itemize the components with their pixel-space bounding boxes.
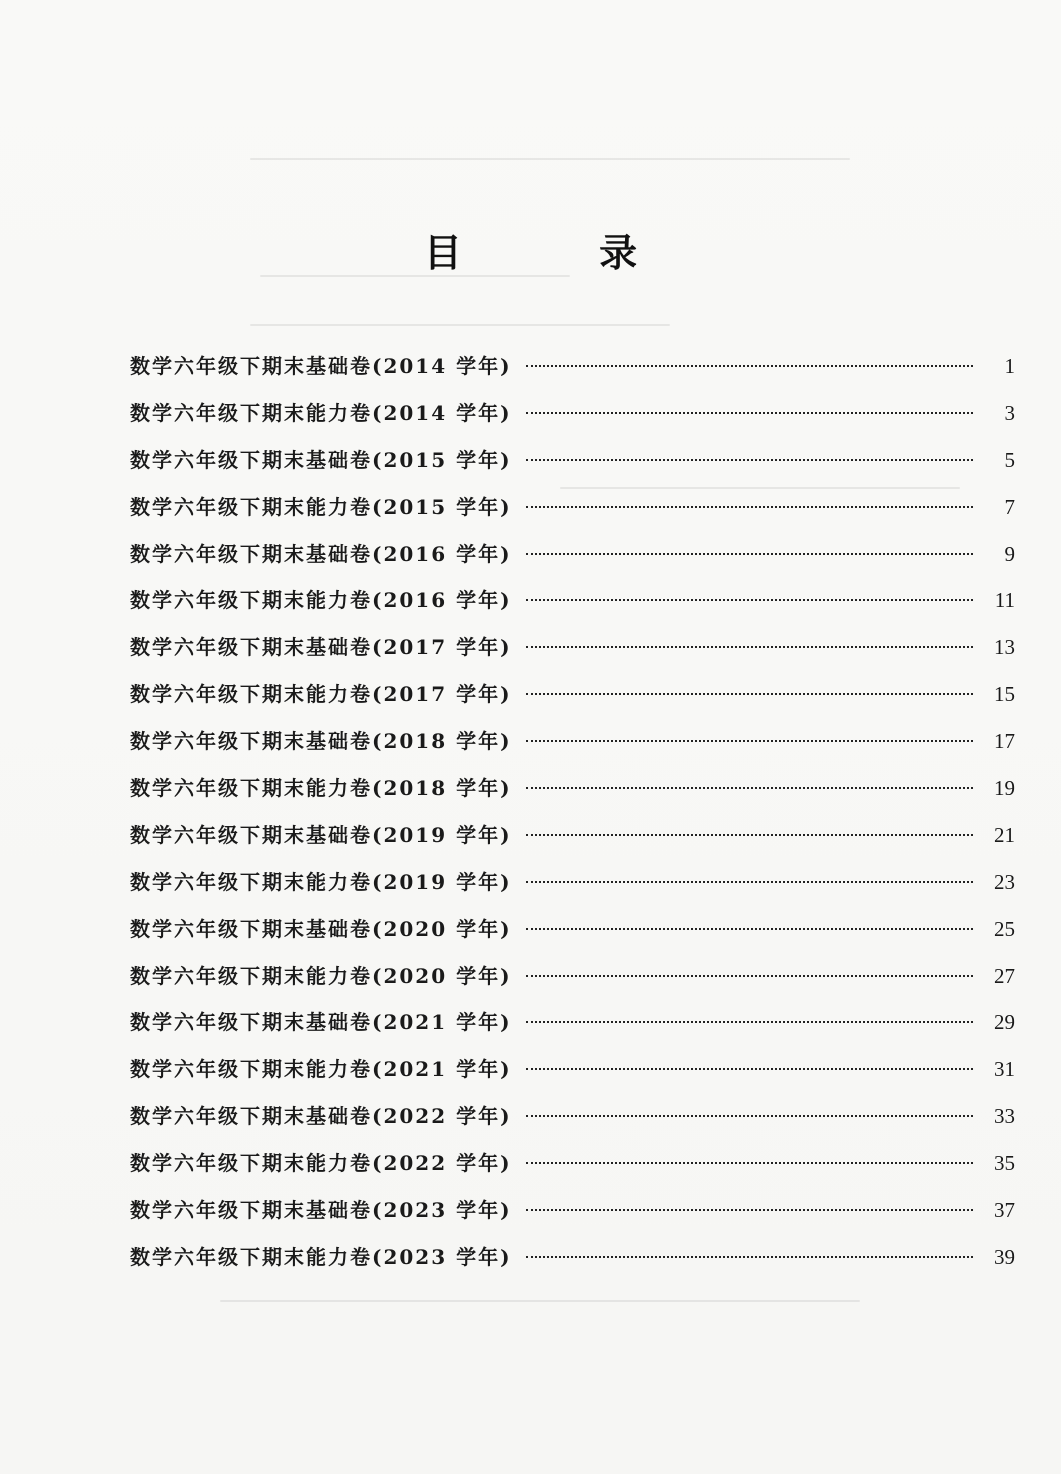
toc-entry[interactable] <box>130 725 1015 772</box>
toc-entry-page-number: 11 <box>994 588 1015 613</box>
toc-entry-title: 数学六年级下期末能力卷(2016 学年) <box>130 588 512 613</box>
toc-entry-page-number: 31 <box>994 1057 1015 1082</box>
toc-entry-page-number: 15 <box>994 682 1015 707</box>
toc-entry[interactable] <box>130 538 1015 585</box>
toc-entry-page-number: 33 <box>994 1104 1015 1129</box>
toc-entry[interactable] <box>130 1100 1015 1147</box>
dot-leader <box>526 1021 973 1023</box>
dot-leader <box>526 412 973 414</box>
toc-entry-title: 数学六年级下期末基础卷(2022 学年) <box>130 1104 512 1129</box>
bleed-through-line <box>220 1300 860 1302</box>
bleed-through-line <box>250 324 670 326</box>
toc-entry-title: 数学六年级下期末基础卷(2019 学年) <box>130 822 512 847</box>
dot-leader <box>526 881 973 883</box>
toc-entry-page-number: 23 <box>994 869 1015 894</box>
toc-entry-title: 数学六年级下期末基础卷(2016 学年) <box>130 541 512 566</box>
toc-entry[interactable] <box>130 397 1015 444</box>
toc-entry-title: 数学六年级下期末基础卷(2015 学年) <box>130 447 512 472</box>
toc-entry-title: 数学六年级下期末基础卷(2020 学年) <box>130 916 512 941</box>
toc-entry[interactable] <box>130 913 1015 960</box>
dot-leader <box>526 506 973 508</box>
dot-leader <box>526 553 973 555</box>
dot-leader <box>526 928 973 930</box>
toc-entry-title: 数学六年级下期末能力卷(2022 学年) <box>130 1151 512 1176</box>
toc-entry[interactable] <box>130 491 1015 538</box>
page-title: 目 录 <box>423 231 700 275</box>
dot-leader <box>526 459 973 461</box>
toc-entry[interactable] <box>130 1147 1015 1194</box>
dot-leader <box>526 1256 973 1258</box>
toc-entry-page-number: 27 <box>994 963 1015 988</box>
toc-entry[interactable] <box>130 960 1015 1007</box>
toc-entry-page-number: 35 <box>994 1151 1015 1176</box>
toc-entry-page-number: 19 <box>994 776 1015 801</box>
toc-entry[interactable] <box>130 1194 1015 1241</box>
toc-entry[interactable] <box>130 772 1015 819</box>
toc-entry-page-number: 9 <box>1004 541 1015 566</box>
toc-entry-title: 数学六年级下期末基础卷(2017 学年) <box>130 635 512 660</box>
dot-leader <box>526 975 973 977</box>
toc-entry-title: 数学六年级下期末能力卷(2015 学年) <box>130 494 512 519</box>
toc-entry-page-number: 5 <box>1004 447 1015 472</box>
toc-entry[interactable] <box>130 678 1015 725</box>
bleed-through-line <box>250 158 850 160</box>
toc-entry-title: 数学六年级下期末能力卷(2018 学年) <box>130 776 512 801</box>
toc-entry-page-number: 3 <box>1004 400 1015 425</box>
toc-entry-page-number: 37 <box>994 1198 1015 1223</box>
dot-leader <box>526 365 973 367</box>
dot-leader <box>526 1209 973 1211</box>
toc-entry-page-number: 1 <box>1004 354 1015 378</box>
toc-entry-title: 数学六年级下期末基础卷(2014 学年) <box>130 354 512 378</box>
toc-entry-page-number: 29 <box>994 1010 1015 1035</box>
toc-entry[interactable] <box>130 1053 1015 1100</box>
toc-entry-page-number: 13 <box>994 635 1015 660</box>
toc-entry-page-number: 7 <box>1004 494 1015 519</box>
toc-entry[interactable] <box>130 1006 1015 1053</box>
toc-entry[interactable] <box>130 631 1015 678</box>
toc-entry[interactable] <box>130 819 1015 866</box>
toc-entry-title: 数学六年级下期末能力卷(2021 学年) <box>130 1057 512 1082</box>
toc-entry-page-number: 21 <box>994 822 1015 847</box>
dot-leader <box>526 787 973 789</box>
toc-entry-title: 数学六年级下期末基础卷(2018 学年) <box>130 729 512 754</box>
toc-entry-title: 数学六年级下期末能力卷(2019 学年) <box>130 869 512 894</box>
toc-entry-page-number: 17 <box>994 729 1015 754</box>
dot-leader <box>526 1068 973 1070</box>
dot-leader <box>526 740 973 742</box>
dot-leader <box>526 646 973 648</box>
toc-entry-title: 数学六年级下期末能力卷(2023 学年) <box>130 1244 512 1269</box>
toc-entry-title: 数学六年级下期末能力卷(2020 学年) <box>130 963 512 988</box>
dot-leader <box>526 693 973 695</box>
toc-entry[interactable] <box>130 584 1015 631</box>
dot-leader <box>526 599 973 601</box>
toc-entry-title: 数学六年级下期末能力卷(2014 学年) <box>130 400 512 425</box>
toc-entry[interactable] <box>130 1241 1015 1288</box>
toc-entry-page-number: 25 <box>994 916 1015 941</box>
dot-leader <box>526 834 973 836</box>
toc-entry[interactable] <box>130 444 1015 491</box>
table-of-contents <box>130 350 1015 1288</box>
toc-entry-title: 数学六年级下期末基础卷(2021 学年) <box>130 1010 512 1035</box>
toc-entry-title: 数学六年级下期末基础卷(2023 学年) <box>130 1198 512 1223</box>
toc-entry[interactable] <box>130 350 1015 397</box>
dot-leader <box>526 1115 973 1117</box>
toc-entry[interactable] <box>130 866 1015 913</box>
toc-entry-page-number: 39 <box>994 1244 1015 1269</box>
dot-leader <box>526 1162 973 1164</box>
toc-entry-title: 数学六年级下期末能力卷(2017 学年) <box>130 682 512 707</box>
